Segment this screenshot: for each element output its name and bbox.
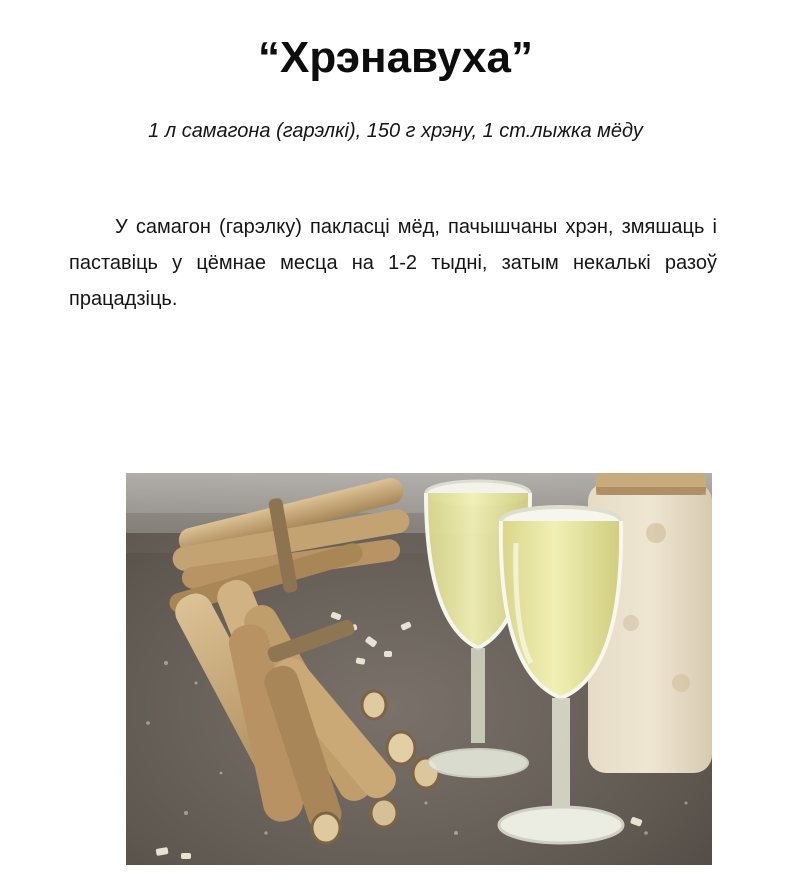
ingredients-line: 1 л самагона (гарэлкі), 150 г хрэну, 1 ст.лыжка мёду <box>148 120 643 142</box>
recipe-title: “Хрэнавуха” <box>258 33 533 82</box>
horseradish-tincture-photo <box>126 473 712 865</box>
recipe-photo <box>126 473 712 865</box>
instructions-paragraph: У самагон (гарэлку) пакласці мёд, пачышчаны хрэн, змяшаць і паставіць у цёмнае месца на 1-2 тыдні, затым некалькі разоў працадзіць. <box>69 216 717 310</box>
